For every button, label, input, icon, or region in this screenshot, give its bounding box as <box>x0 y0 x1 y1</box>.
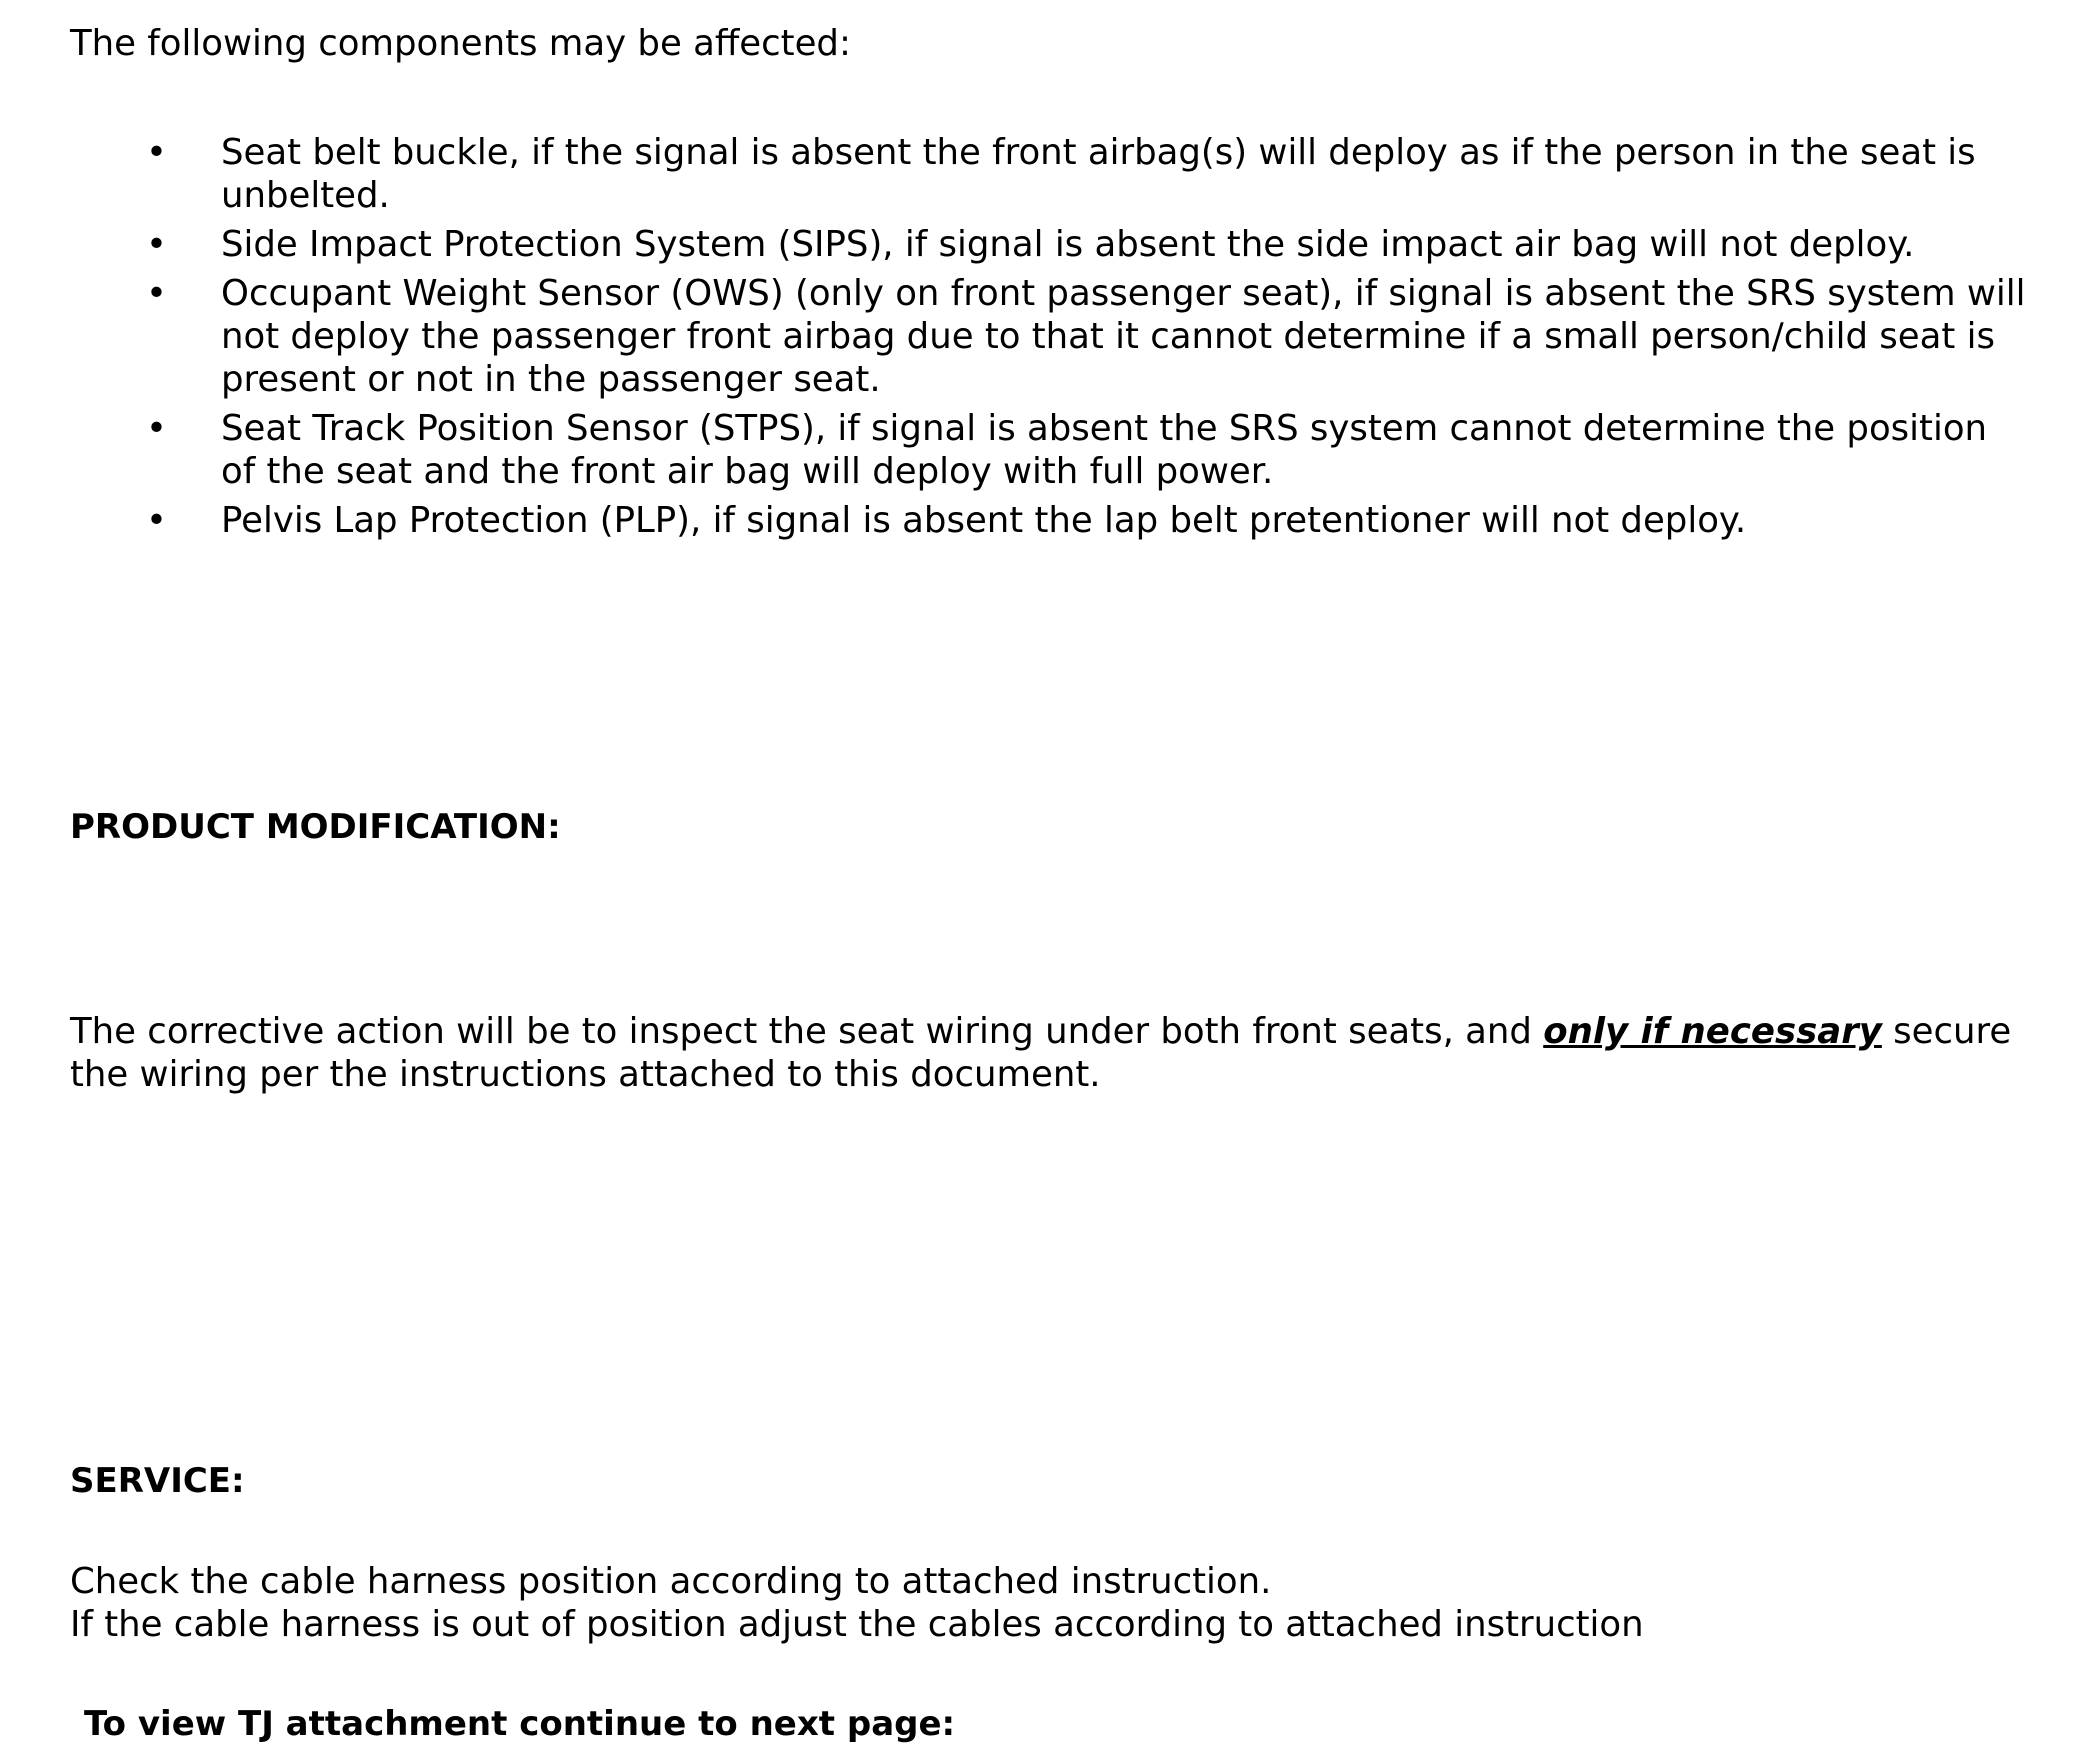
service-instruction-check: Check the cable harness position according to attached instruction. <box>70 1561 1272 1602</box>
product-modification-heading: PRODUCT MODIFICATION: <box>70 807 561 847</box>
only-if-necessary-emphasis: only if necessary <box>1543 1011 1882 1052</box>
list-item-text: Side Impact Protection System (SIPS), if signal is absent the side impact air bag will not deploy. <box>221 224 1915 265</box>
next-page-notice: To view TJ attachment continue to next page: <box>84 1704 956 1744</box>
list-item <box>0 131 2074 217</box>
corrective-action-tail: secure the wiring per the instructions attached to this document. <box>70 1011 2012 1095</box>
list-item-text: Occupant Weight Sensor (OWS) (only on front passenger seat), if signal is absent the SRS system will not deploy the passenger front airbag due to that it cannot determine if a small person/child seat is present or not in the passenger seat. <box>221 273 2026 400</box>
list-item <box>0 499 2074 542</box>
bullet-icon: • <box>146 224 167 265</box>
bullet-icon: • <box>146 273 167 314</box>
service-instruction-adjust: If the cable harness is out of position adjust the cables according to attached instruction <box>70 1604 1644 1645</box>
bullet-icon: • <box>146 132 167 173</box>
corrective-action-text <box>70 1010 2030 1096</box>
bullet-icon: • <box>146 408 167 449</box>
affected-components-list <box>0 131 2074 548</box>
list-item-text: Pelvis Lap Protection (PLP), if signal is absent the lap belt pretentioner will not deploy. <box>221 500 1747 541</box>
service-heading: SERVICE: <box>70 1461 245 1501</box>
corrective-action-lead: The corrective action will be to inspect the seat wiring under both front seats, and <box>70 1011 1544 1052</box>
list-item <box>0 272 2074 401</box>
list-item-text: Seat belt buckle, if the signal is absent the front airbag(s) will deploy as if the person in the seat is unbelted. <box>221 132 1976 216</box>
list-item <box>0 407 2074 493</box>
intro-text: The following components may be affected: <box>70 23 851 64</box>
list-item <box>0 223 2074 266</box>
list-item-text: Seat Track Position Sensor (STPS), if signal is absent the SRS system cannot determine the position of the seat and the front air bag will deploy with full power. <box>221 408 1988 492</box>
bullet-icon: • <box>146 500 167 541</box>
